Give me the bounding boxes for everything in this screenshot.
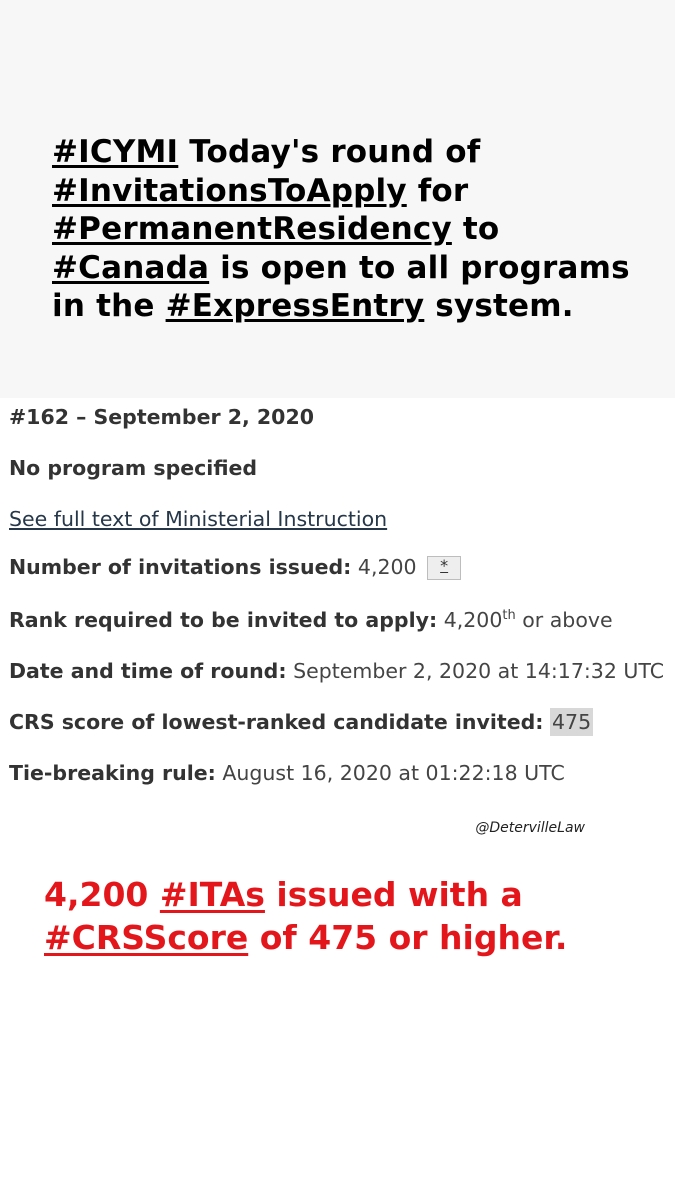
rank-value: 4,200 <box>443 608 503 632</box>
crs-value: 475 <box>552 710 592 734</box>
headline-line <box>52 172 662 211</box>
summary-line <box>44 916 664 959</box>
program-label: No program specified <box>9 456 258 480</box>
datetime-label: Date and time of round: <box>9 659 287 683</box>
headline-text: to <box>451 211 500 247</box>
invitations-label: Number of invitations issued: <box>9 555 352 579</box>
hashtag-invitations-to-apply: #InvitationsToApply <box>52 172 407 209</box>
headline <box>52 133 662 326</box>
crs-row <box>9 710 593 734</box>
headline-text: in the <box>52 288 166 324</box>
headline-text: is open to all programs <box>209 249 630 286</box>
rank-suffix: th <box>502 608 516 624</box>
summary-text <box>44 873 664 959</box>
hashtag-itas: #ITAs <box>159 875 265 914</box>
invitations-row <box>9 555 461 580</box>
headline-text: system. <box>424 288 574 324</box>
rank-row <box>9 608 613 632</box>
headline-line <box>52 287 662 326</box>
hashtag-icymi: #ICYMI <box>52 134 179 170</box>
headline-line <box>52 249 662 288</box>
tie-breaking-row <box>9 761 565 785</box>
footnote-button[interactable]: * <box>427 556 461 580</box>
ministerial-instruction-link[interactable]: See full text of Ministerial Instruction <box>9 507 388 531</box>
hashtag-crs-score: #CRSScore <box>44 918 249 957</box>
hashtag-express-entry: #ExpressEntry <box>165 288 425 324</box>
tie-breaking-value: August 16, 2020 at 01:22:18 UTC <box>222 761 565 785</box>
tie-breaking-label: Tie-breaking rule: <box>9 761 216 785</box>
rank-label: Rank required to be invited to apply: <box>9 608 438 632</box>
summary-text-part: 4,200 <box>44 875 160 914</box>
headline-text: for <box>406 172 469 209</box>
headline-line <box>52 133 662 172</box>
invitations-value: 4,200 <box>357 555 417 579</box>
crs-label: CRS score of lowest-ranked candidate invited: <box>9 710 544 734</box>
datetime-row <box>9 659 664 683</box>
author-credit: @DetervilleLaw <box>475 820 585 836</box>
summary-line <box>44 873 664 916</box>
summary-text-part: of 475 or higher. <box>248 918 568 957</box>
rank-tail: or above <box>515 608 613 632</box>
datetime-value: September 2, 2020 at 14:17:32 UTC <box>293 659 665 683</box>
hashtag-permanent-residency: #PermanentResidency <box>52 211 452 247</box>
round-details-panel <box>0 398 675 810</box>
hashtag-canada: #Canada <box>52 249 210 286</box>
summary-text-part: issued with a <box>264 875 523 914</box>
round-title: #162 – September 2, 2020 <box>9 405 314 429</box>
headline-text: Today's round of <box>178 134 481 170</box>
headline-line <box>52 210 662 249</box>
